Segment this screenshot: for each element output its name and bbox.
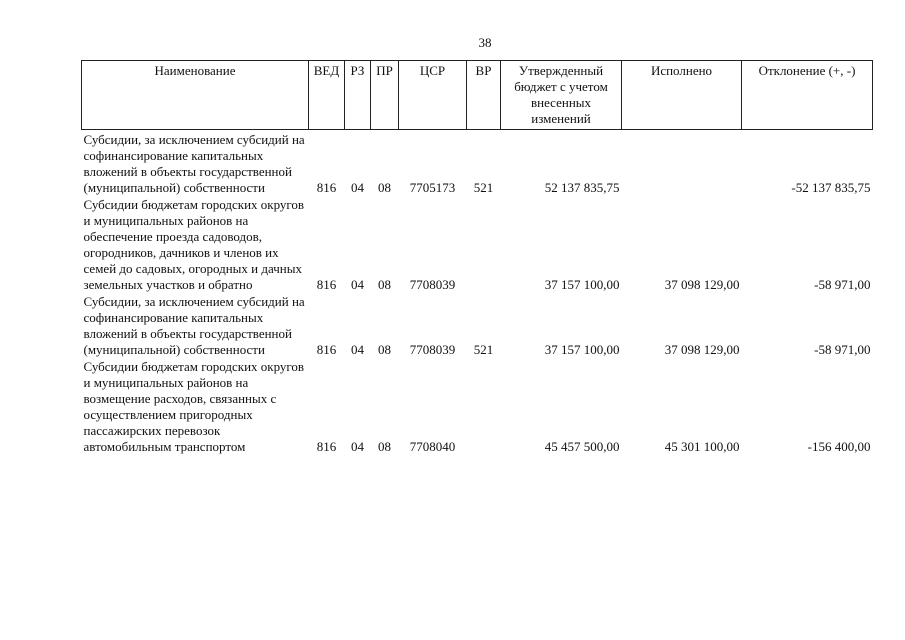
row-pr: 08 (378, 342, 391, 357)
row-approved: 52 137 835,75 (544, 180, 620, 195)
table-row (82, 130, 873, 198)
row-name: Субсидии, за исключением субсидий на софинансирование капитальных вложений в объекты государственной (муниципальной) собственности (83, 294, 305, 357)
header-csr: ЦСР (399, 61, 467, 130)
row-approved: 37 157 100,00 (544, 342, 620, 357)
row-rz: 04 (351, 439, 364, 454)
row-ved: 816 (316, 439, 337, 454)
row-deviation: -58 971,00 (814, 342, 871, 357)
row-vr (467, 197, 501, 294)
budget-table (81, 60, 873, 456)
row-csr: 7705173 (409, 180, 456, 195)
header-name: Наименование (82, 61, 309, 130)
row-ved: 816 (316, 277, 337, 292)
header-pr: ПР (371, 61, 399, 130)
row-deviation: -52 137 835,75 (791, 180, 871, 195)
row-deviation: -58 971,00 (814, 277, 871, 292)
row-executed: 37 098 129,00 (664, 342, 740, 357)
header-deviation: Отклонение (+, -) (742, 61, 873, 130)
row-approved: 45 457 500,00 (544, 439, 620, 454)
row-executed: 37 098 129,00 (664, 277, 740, 292)
row-name: Субсидии, за исключением субсидий на софинансирование капитальных вложений в объекты государственной (муниципальной) собственности (83, 132, 305, 195)
row-pr: 08 (378, 277, 391, 292)
row-vr: 521 (473, 180, 494, 195)
header-vr: ВР (467, 61, 501, 130)
row-csr: 7708040 (409, 439, 456, 454)
row-csr: 7708039 (409, 342, 456, 357)
row-ved: 816 (316, 180, 337, 195)
header-ved: ВЕД (309, 61, 345, 130)
header-approved: Утвержденный бюджет с учетом внесенных изменений (501, 61, 622, 130)
row-deviation: -156 400,00 (807, 439, 871, 454)
table-row (82, 294, 873, 359)
page-number: 38 (478, 35, 492, 50)
row-approved: 37 157 100,00 (544, 277, 620, 292)
table-row (82, 359, 873, 456)
row-pr: 08 (378, 439, 391, 454)
header-rz: РЗ (345, 61, 371, 130)
row-name: Субсидии бюджетам городских округов и муниципальных районов на возмещение расходов, связанных с осуществлением пригородных пассажирских перевозок автомобильным транспортом (83, 359, 305, 454)
row-vr (467, 359, 501, 456)
row-rz: 04 (351, 277, 364, 292)
row-csr: 7708039 (409, 277, 456, 292)
table-row (82, 197, 873, 294)
row-name: Субсидии бюджетам городских округов и муниципальных районов на обеспечение проезда садоводов, огородников, дачников и членов их семей до садовых, огородных и дачных земельных участков и обратно (83, 197, 305, 292)
table-header-row (82, 61, 873, 130)
header-executed: Исполнено (622, 61, 742, 130)
row-rz: 04 (351, 342, 364, 357)
row-executed (622, 130, 742, 198)
row-rz: 04 (351, 180, 364, 195)
row-executed: 45 301 100,00 (664, 439, 740, 454)
row-vr: 521 (473, 342, 494, 357)
row-pr: 08 (378, 180, 391, 195)
row-ved: 816 (316, 342, 337, 357)
